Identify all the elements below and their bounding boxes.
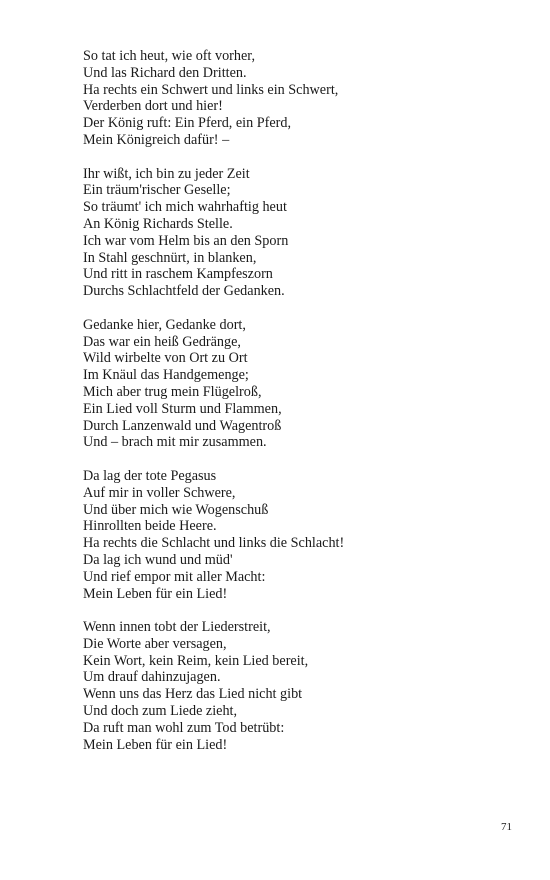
verse-line: Das war ein heiß Gedränge, [83,333,241,350]
verse-line: Und rief empor mit aller Macht: [83,568,266,585]
verse-line: Und doch zum Liede zieht, [83,703,238,720]
verse-line: Ha rechts die Schlacht und links die Schlacht! [83,535,345,552]
verse-line: Wenn innen tobt der Liederstreit, [83,619,271,636]
verse-line: Durch Lanzenwald und Wagentroß [83,417,282,434]
verse-line: Ein träum'rischer Geselle; [83,182,231,199]
verse-line: Im Knäul das Handgemenge; [83,367,249,384]
verse-line: Ich war vom Helm bis an den Sporn [83,232,289,249]
stanza-5 [83,619,503,753]
verse-line: Auf mir in voller Schwere, [83,484,236,501]
verse-line: Da lag der tote Pegasus [83,467,217,484]
verse-line: Um drauf dahinzujagen. [83,669,221,686]
verse-line: Ha rechts ein Schwert und links ein Schwert, [83,81,339,98]
verse-line: Da ruft man wohl zum Tod betrübt: [83,719,285,736]
verse-line: Die Worte aber versagen, [83,635,227,652]
verse-line: Mein Leben für ein Lied! [83,585,228,602]
verse-line: Mein Königreich dafür! – [83,131,230,148]
verse-line: Mein Leben für ein Lied! [83,736,228,753]
verse-line: So träumt' ich mich wahrhaftig heut [83,199,287,216]
verse-line: Der König ruft: Ein Pferd, ein Pferd, [83,115,292,132]
verse-line: Wild wirbelte von Ort zu Ort [83,350,248,367]
verse-line: Kein Wort, kein Reim, kein Lied bereit, [83,652,309,669]
stanza-3 [83,317,503,451]
verse-line: Wenn uns das Herz das Lied nicht gibt [83,686,303,703]
verse-line: Und – brach mit mir zusammen. [83,434,267,451]
verse-line: Und las Richard den Dritten. [83,64,247,81]
verse-line: In Stahl geschnürt, in blanken, [83,249,257,266]
verse-line: So tat ich heut, wie oft vorher, [83,48,256,64]
verse-line: Ihr wißt, ich bin zu jeder Zeit [83,165,250,182]
verse-line: Hinrollten beide Heere. [83,518,217,535]
verse-line: An König Richards Stelle. [83,215,233,232]
verse-line: Durchs Schlachtfeld der Gedanken. [83,283,285,300]
verse-line: Verderben dort und hier! [83,98,223,115]
page-number: 71 [501,821,512,833]
stanza-4 [83,468,503,602]
verse-line: Ein Lied voll Sturm und Flammen, [83,400,282,417]
verse-line: Und über mich wie Wogenschuß [83,501,269,518]
verse-line: Gedanke hier, Gedanke dort, [83,316,246,333]
verse-line: Mich aber trug mein Flügelroß, [83,383,262,400]
stanza-1 [83,48,503,149]
poem-body [83,48,503,770]
verse-line: Und ritt in raschem Kampfeszorn [83,266,273,283]
verse-line: Da lag ich wund und müd' [83,551,233,568]
stanza-2 [83,166,503,300]
